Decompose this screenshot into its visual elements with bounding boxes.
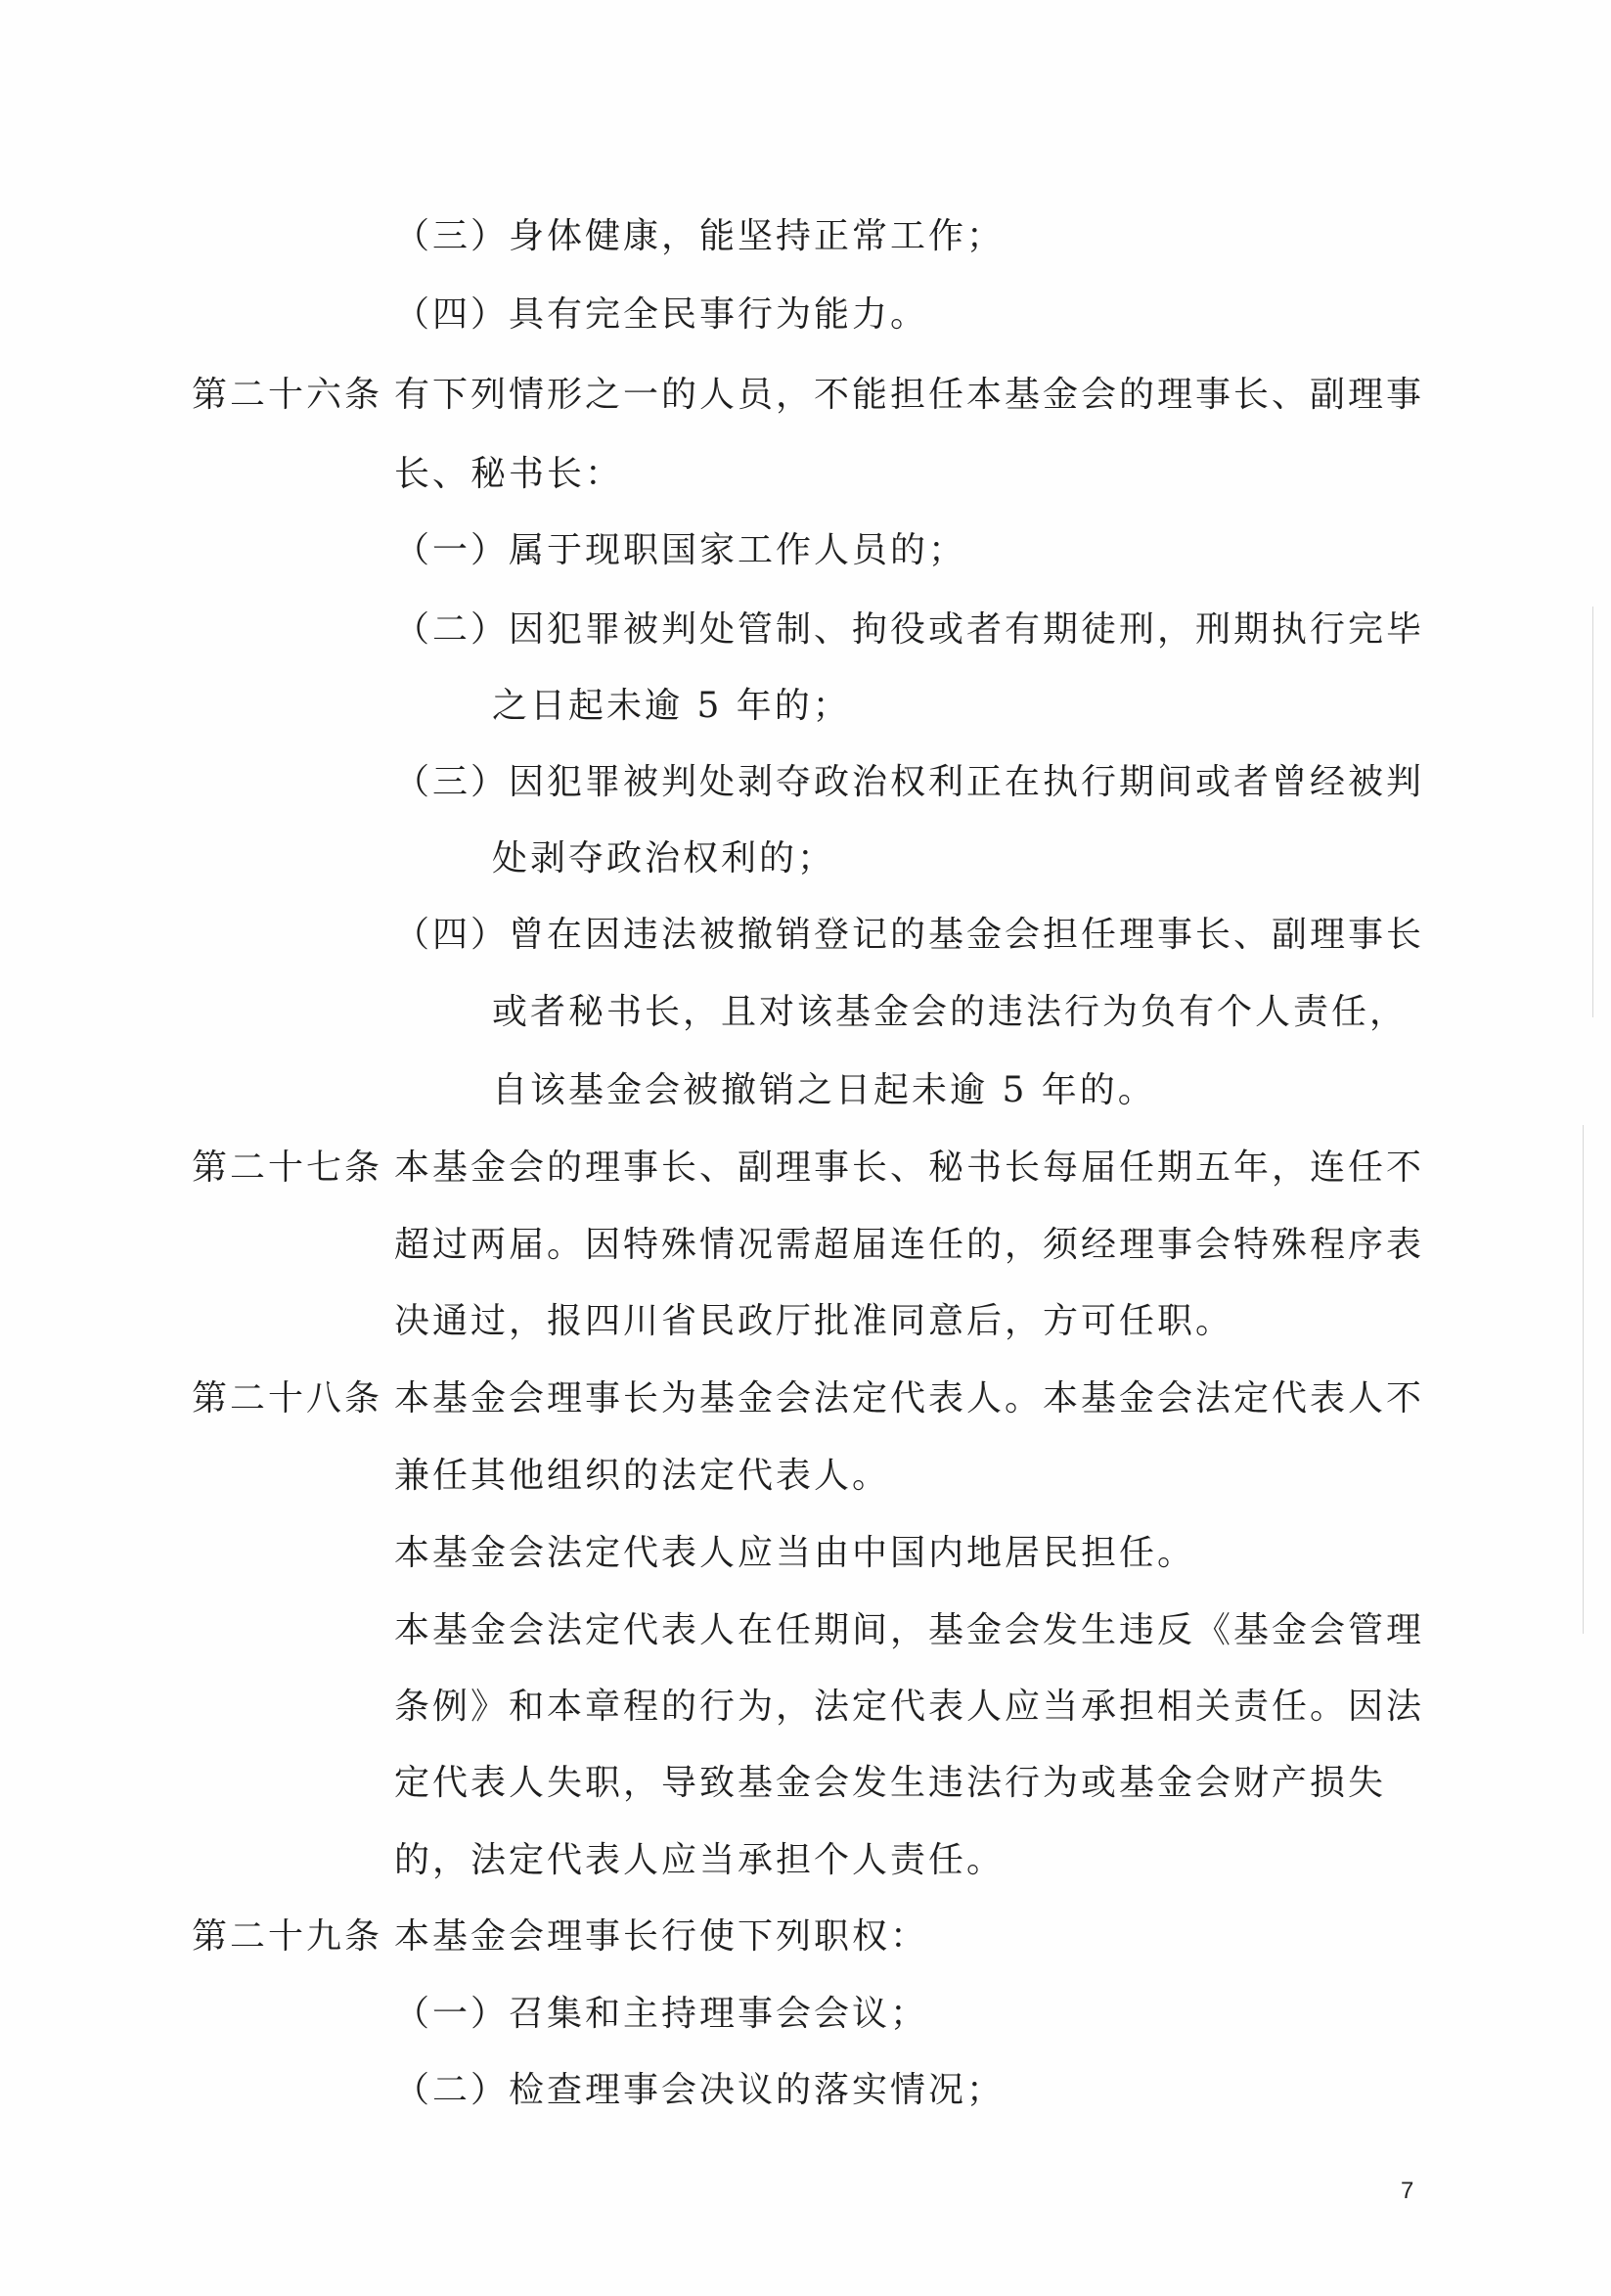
- scan-edge-mark: [1592, 607, 1593, 1017]
- scan-edge-mark: [1583, 1125, 1584, 1634]
- article-text: 兼任其他组织的法定代表人。: [394, 1456, 891, 1496]
- article-text: 有下列情形之一的人员，不能担任本基金会的理事长、副理事: [394, 375, 1425, 415]
- page-number: 7: [1401, 2178, 1414, 2204]
- list-item: （二）检查理事会决议的落实情况；: [394, 2070, 1006, 2110]
- list-item: （四）曾在因违法被撤销登记的基金会担任理事长、副理事长: [394, 915, 1425, 955]
- article-text: 条例》和本章程的行为，法定代表人应当承担相关责任。因法: [394, 1687, 1425, 1727]
- list-item-continuation: 处剥夺政治权利的；: [492, 838, 836, 878]
- article-text: 本基金会的理事长、副理事长、秘书长每届任期五年，连任不: [394, 1148, 1425, 1188]
- list-item: （四）具有完全民事行为能力。: [394, 294, 929, 335]
- article-text: 长、秘书长：: [394, 454, 624, 494]
- article-text: 决通过，报四川省民政厅批准同意后，方可任职。: [394, 1301, 1234, 1341]
- article-text: 本基金会法定代表人在任期间，基金会发生违反《基金会管理: [394, 1610, 1425, 1650]
- list-item: （三）身体健康，能坚持正常工作；: [394, 216, 1006, 256]
- list-item: （一）属于现职国家工作人员的；: [394, 530, 967, 570]
- article-number: 第二十八条: [192, 1378, 383, 1418]
- article-number: 第二十七条: [192, 1148, 383, 1188]
- list-item-continuation: 自该基金会被撤销之日起未逾 5 年的。: [492, 1070, 1156, 1110]
- article-number: 第二十九条: [192, 1916, 383, 1957]
- list-item: （一）召集和主持理事会会议；: [394, 1994, 929, 2034]
- list-item-continuation: 之日起未逾 5 年的；: [492, 686, 851, 726]
- article-text: 本基金会法定代表人应当由中国内地居民担任。: [394, 1533, 1196, 1573]
- article-text: 的，法定代表人应当承担个人责任。: [394, 1840, 1006, 1880]
- article-text: 本基金会理事长行使下列职权：: [394, 1916, 929, 1957]
- article-text: 超过两届。因特殊情况需超届连任的，须经理事会特殊程序表: [394, 1225, 1425, 1265]
- list-item-continuation: 或者秘书长，且对该基金会的违法行为负有个人责任，: [492, 992, 1409, 1032]
- list-item: （二）因犯罪被判处管制、拘役或者有期徒刑，刑期执行完毕: [394, 609, 1425, 650]
- article-text: 本基金会理事长为基金会法定代表人。本基金会法定代表人不: [394, 1378, 1425, 1418]
- list-item: （三）因犯罪被判处剥夺政治权利正在执行期间或者曾经被判: [394, 762, 1425, 802]
- article-text: 定代表人失职，导致基金会发生违法行为或基金会财产损失: [394, 1763, 1387, 1803]
- article-number: 第二十六条: [192, 375, 383, 415]
